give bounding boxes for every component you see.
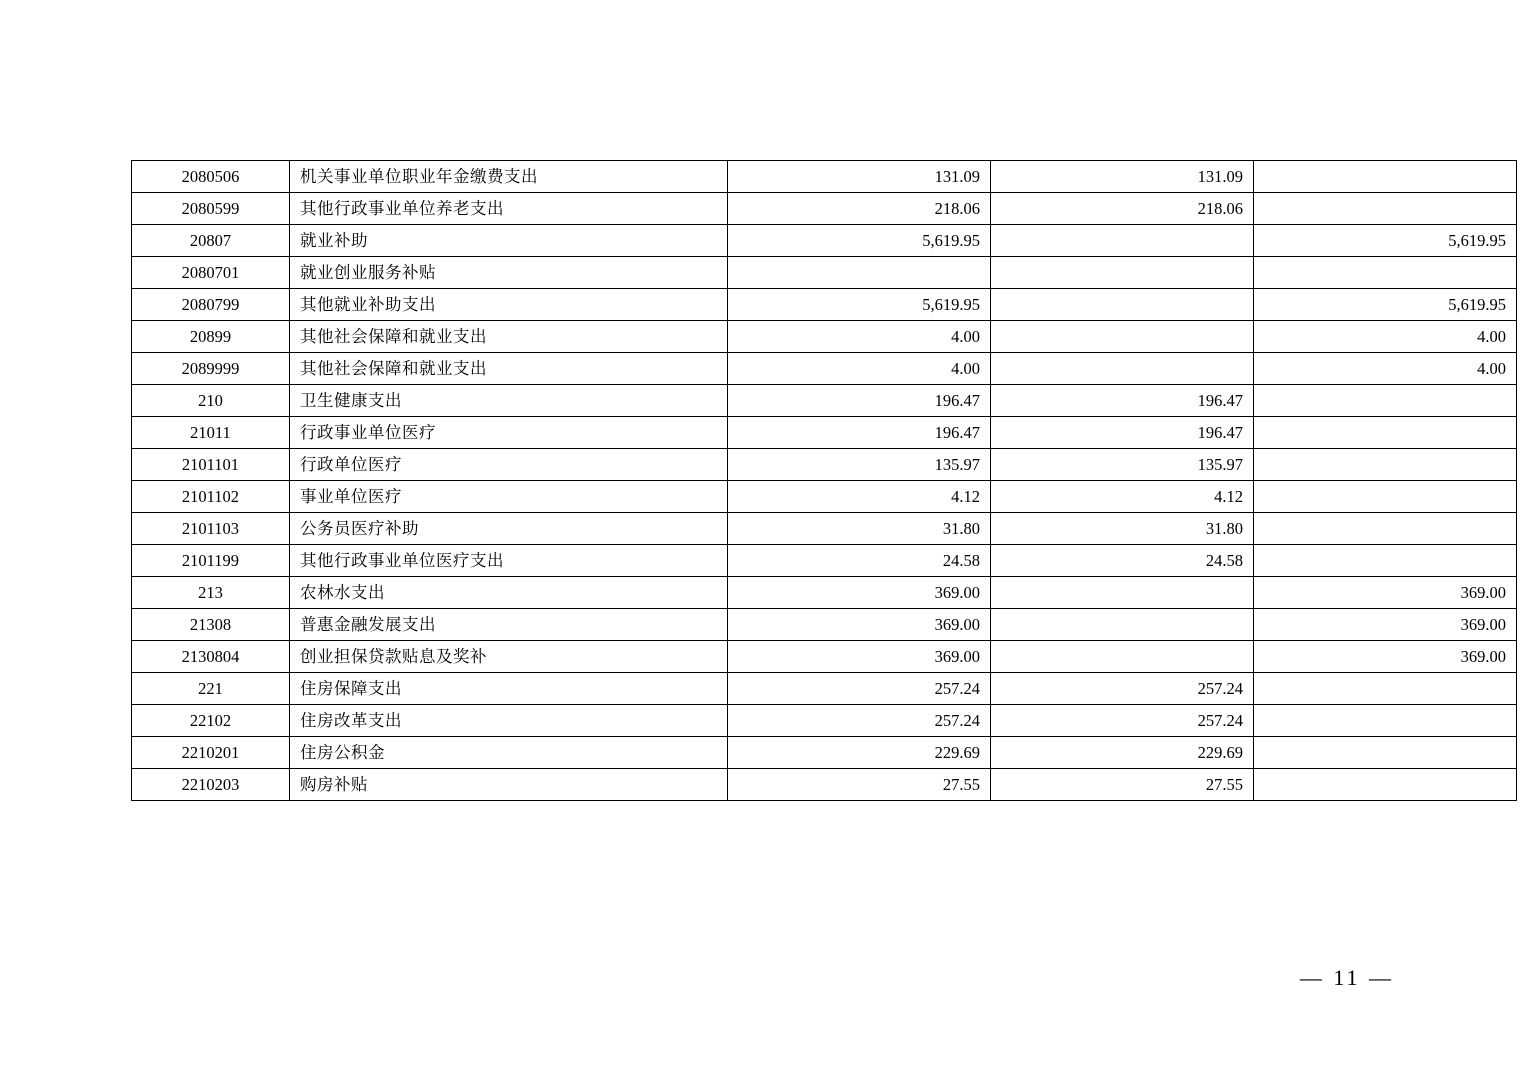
cell-code: 20807 [132,225,290,257]
cell-amount-b [991,257,1254,289]
cell-amount-b: 24.58 [991,545,1254,577]
cell-item-name: 购房补贴 [290,769,728,801]
cell-total: 5,619.95 [728,225,991,257]
cell-amount-b [991,609,1254,641]
cell-amount-c [1254,161,1517,193]
table-row [132,193,1517,225]
cell-total: 5,619.95 [728,289,991,321]
cell-amount-c [1254,737,1517,769]
cell-amount-c: 4.00 [1254,353,1517,385]
cell-amount-b [991,289,1254,321]
cell-amount-b: 196.47 [991,417,1254,449]
table-row [132,225,1517,257]
table-row [132,673,1517,705]
cell-item-name: 其他行政事业单位养老支出 [290,193,728,225]
cell-code: 2080506 [132,161,290,193]
cell-amount-c [1254,673,1517,705]
cell-item-name: 住房改革支出 [290,705,728,737]
table-row [132,321,1517,353]
cell-total: 4.12 [728,481,991,513]
cell-item-name: 机关事业单位职业年金缴费支出 [290,161,728,193]
cell-item-name: 创业担保贷款贴息及奖补 [290,641,728,673]
cell-item-name: 住房公积金 [290,737,728,769]
cell-amount-b: 257.24 [991,705,1254,737]
cell-amount-c: 369.00 [1254,609,1517,641]
cell-amount-c [1254,193,1517,225]
table-row [132,257,1517,289]
table-row [132,385,1517,417]
cell-amount-b: 229.69 [991,737,1254,769]
cell-item-name: 其他行政事业单位医疗支出 [290,545,728,577]
cell-total: 24.58 [728,545,991,577]
table-body [132,161,1517,801]
cell-total: 196.47 [728,417,991,449]
page-number: — 11 — [1299,965,1394,990]
cell-code: 20899 [132,321,290,353]
cell-amount-b [991,353,1254,385]
cell-amount-b: 135.97 [991,449,1254,481]
cell-item-name: 公务员医疗补助 [290,513,728,545]
table-row [132,769,1517,801]
cell-item-name: 行政单位医疗 [290,449,728,481]
cell-amount-c [1254,481,1517,513]
cell-total: 31.80 [728,513,991,545]
table-row [132,737,1517,769]
table-row [132,609,1517,641]
table-row [132,161,1517,193]
cell-code: 221 [132,673,290,705]
cell-amount-c [1254,449,1517,481]
cell-code: 21308 [132,609,290,641]
cell-amount-c [1254,385,1517,417]
cell-amount-b [991,577,1254,609]
cell-amount-b: 131.09 [991,161,1254,193]
cell-item-name: 其他就业补助支出 [290,289,728,321]
table-row [132,417,1517,449]
cell-amount-b [991,641,1254,673]
cell-item-name: 行政事业单位医疗 [290,417,728,449]
cell-total: 229.69 [728,737,991,769]
cell-item-name: 普惠金融发展支出 [290,609,728,641]
cell-code: 21011 [132,417,290,449]
table-row [132,705,1517,737]
cell-amount-b: 196.47 [991,385,1254,417]
cell-total: 218.06 [728,193,991,225]
cell-amount-c [1254,705,1517,737]
cell-code: 2101103 [132,513,290,545]
cell-amount-b: 27.55 [991,769,1254,801]
table-row [132,545,1517,577]
cell-amount-c: 369.00 [1254,641,1517,673]
cell-item-name: 其他社会保障和就业支出 [290,321,728,353]
cell-amount-b: 31.80 [991,513,1254,545]
cell-code: 2080599 [132,193,290,225]
cell-code: 2130804 [132,641,290,673]
cell-total: 4.00 [728,353,991,385]
cell-code: 2101101 [132,449,290,481]
cell-amount-c: 369.00 [1254,577,1517,609]
cell-amount-c: 4.00 [1254,321,1517,353]
budget-expenditure-table [131,160,1517,801]
cell-item-name: 就业创业服务补贴 [290,257,728,289]
cell-amount-c: 5,619.95 [1254,289,1517,321]
cell-item-name: 农林水支出 [290,577,728,609]
cell-total: 369.00 [728,609,991,641]
cell-amount-c [1254,417,1517,449]
cell-amount-b [991,321,1254,353]
cell-total: 257.24 [728,705,991,737]
table-row [132,353,1517,385]
table-row [132,289,1517,321]
cell-amount-b: 257.24 [991,673,1254,705]
cell-item-name: 其他社会保障和就业支出 [290,353,728,385]
cell-code: 2101199 [132,545,290,577]
cell-code: 2210201 [132,737,290,769]
cell-code: 2101102 [132,481,290,513]
cell-code: 210 [132,385,290,417]
cell-total: 257.24 [728,673,991,705]
table-row [132,481,1517,513]
cell-item-name: 事业单位医疗 [290,481,728,513]
cell-amount-c [1254,257,1517,289]
cell-total: 369.00 [728,577,991,609]
table-row [132,641,1517,673]
table-row [132,513,1517,545]
cell-code: 2080799 [132,289,290,321]
cell-amount-b: 4.12 [991,481,1254,513]
cell-total: 196.47 [728,385,991,417]
cell-total: 369.00 [728,641,991,673]
cell-amount-c [1254,513,1517,545]
table-row [132,577,1517,609]
cell-total [728,257,991,289]
cell-amount-b: 218.06 [991,193,1254,225]
table-row [132,449,1517,481]
cell-amount-c [1254,545,1517,577]
cell-total: 4.00 [728,321,991,353]
cell-code: 2210203 [132,769,290,801]
cell-code: 2089999 [132,353,290,385]
cell-amount-c [1254,769,1517,801]
cell-code: 2080701 [132,257,290,289]
cell-code: 22102 [132,705,290,737]
cell-amount-c: 5,619.95 [1254,225,1517,257]
cell-code: 213 [132,577,290,609]
cell-amount-b [991,225,1254,257]
cell-item-name: 就业补助 [290,225,728,257]
cell-item-name: 卫生健康支出 [290,385,728,417]
cell-item-name: 住房保障支出 [290,673,728,705]
cell-total: 27.55 [728,769,991,801]
cell-total: 135.97 [728,449,991,481]
cell-total: 131.09 [728,161,991,193]
